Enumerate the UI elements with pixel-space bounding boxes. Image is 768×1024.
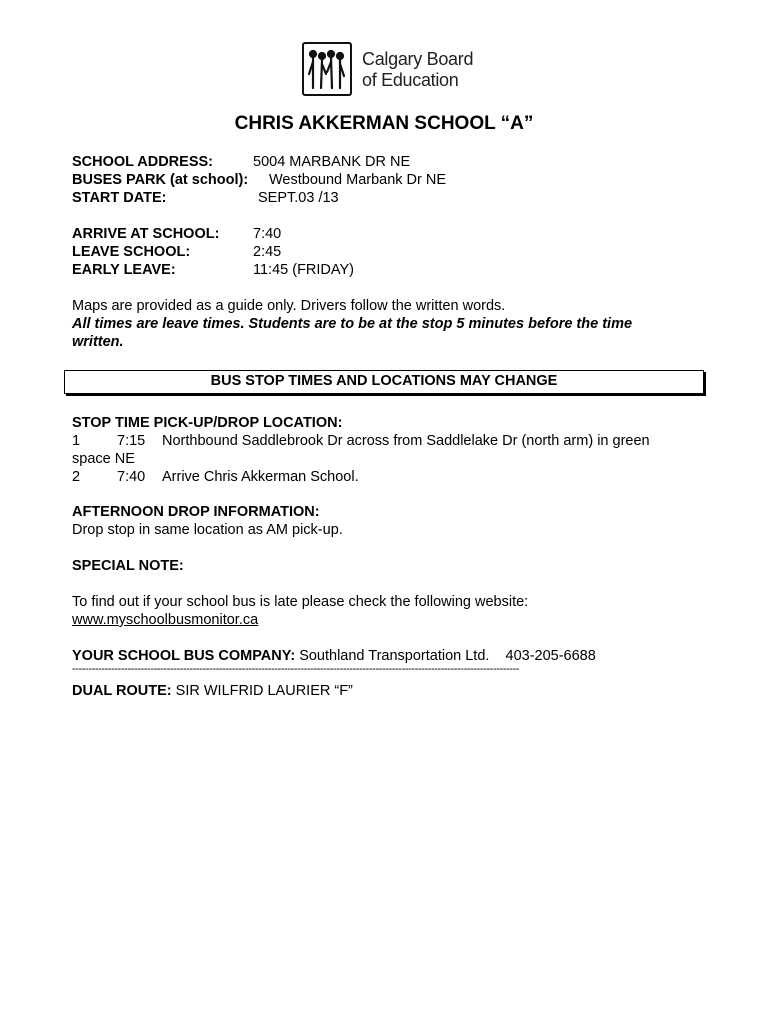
start-date-value: SEPT.03 /13 [258, 190, 339, 206]
dual-route-label: DUAL ROUTE: [72, 683, 172, 699]
bus-company-name: Southland Transportation Ltd. [299, 648, 490, 664]
cbe-logo [302, 42, 474, 100]
stop-time: 7:40 [117, 469, 146, 485]
buses-park-value: Westbound Marbank Dr NE [269, 172, 447, 188]
early-leave-row [72, 261, 354, 279]
stops-header: STOP TIME PICK-UP/DROP LOCATION: [72, 415, 343, 431]
logo-line-2: of Education [362, 70, 459, 90]
school-address-label: SCHOOL ADDRESS: [72, 154, 213, 170]
start-date-row [72, 189, 339, 207]
special-note-heading: SPECIAL NOTE: [72, 558, 184, 574]
logo-figures-icon [302, 42, 352, 96]
stop-number: 2 [72, 469, 81, 485]
afternoon-text: Drop stop in same location as AM pick-up. [72, 522, 343, 538]
arrive-label: ARRIVE AT SCHOOL: [72, 226, 220, 242]
afternoon-heading: AFTERNOON DROP INFORMATION: [72, 504, 320, 520]
stop-time: 7:15 [117, 433, 146, 449]
times-note: All times are leave times. Students are to be at the stop 5 minutes before the time written. [72, 316, 633, 350]
stop-number: 1 [72, 433, 81, 449]
stop-location-continued: space NE [72, 451, 135, 467]
early-leave-value: 11:45 (FRIDAY) [253, 262, 354, 278]
maps-note: Maps are provided as a guide only. Drivers follow the written words. [72, 298, 506, 314]
page-title: CHRIS AKKERMAN SCHOOL “A” [234, 113, 534, 134]
early-leave-label: EARLY LEAVE: [72, 262, 176, 278]
stop-location: Northbound Saddlebrook Dr across from Saddlelake Dr (north arm) in green [162, 433, 650, 449]
dual-route-value: SIR WILFRID LAURIER “F” [175, 683, 353, 699]
start-date-label: START DATE: [72, 190, 167, 206]
bus-company-phone: 403-205-6688 [505, 648, 596, 664]
bus-company-label: YOUR SCHOOL BUS COMPANY: [72, 648, 296, 664]
buses-park-row [72, 171, 447, 189]
dual-route-row [72, 682, 353, 700]
divider-dashes: ----------------------------------------------------------------------------------------------------------------------------------------- [72, 663, 520, 675]
website-link-row [72, 611, 258, 629]
logo-line-1: Calgary Board [362, 49, 474, 69]
change-warning-banner: BUS STOP TIMES AND LOCATIONS MAY CHANGE [64, 370, 704, 394]
school-address-value: 5004 MARBANK DR NE [253, 154, 411, 170]
leave-value: 2:45 [253, 244, 282, 260]
buses-park-label: BUSES PARK (at school): [72, 172, 249, 188]
website-link[interactable]: www.myschoolbusmonitor.ca [72, 612, 259, 628]
arrive-value: 7:40 [253, 226, 282, 242]
arrive-row [72, 225, 282, 243]
school-address-row [72, 153, 411, 171]
late-check-text: To find out if your school bus is late please check the following website: [72, 594, 529, 610]
leave-row [72, 243, 282, 261]
stop-location: Arrive Chris Akkerman School. [162, 469, 359, 485]
leave-label: LEAVE SCHOOL: [72, 244, 191, 260]
logo-text [362, 49, 477, 91]
